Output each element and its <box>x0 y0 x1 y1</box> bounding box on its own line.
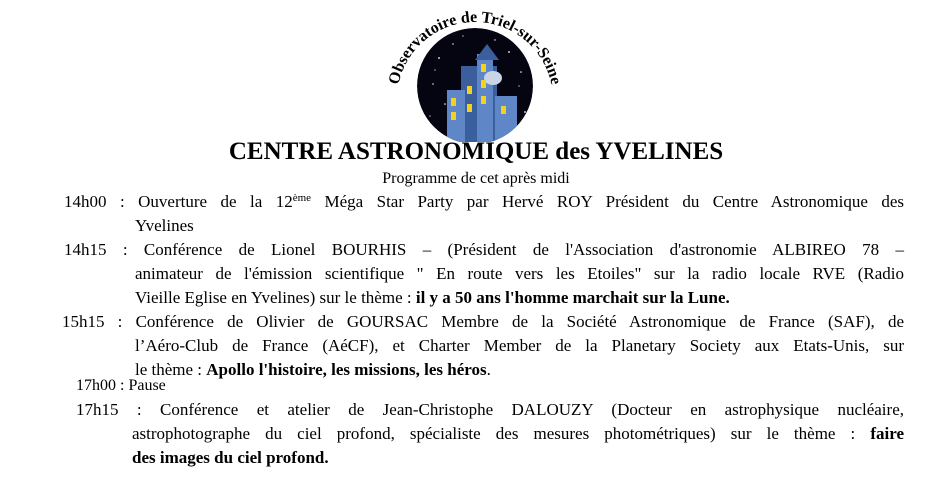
item-text-line1: Conférence et atelier de Jean-Christophe DALOUZY (Docteur en astrophysique nucléaire, <box>160 400 904 419</box>
item-theme-start: faire <box>870 424 904 443</box>
time-label: 17h00 <box>76 377 116 394</box>
program-item-1700 <box>76 375 904 397</box>
page-title: CENTRE ASTRONOMIQUE des YVELINES <box>228 138 724 165</box>
page-subtitle: Programme de cet après midi <box>382 170 570 187</box>
program-item-1400 <box>64 190 904 238</box>
program-item-1715 <box>76 398 904 470</box>
logo-arc-text: Observatoire de Triel-sur-Seine <box>385 8 565 87</box>
item-text-line2: l’Aéro-Club de France (AéCF), et Charter Member de la Planetary Society aux Etats-Unis, sur <box>135 336 904 355</box>
item-text-line1: Conférence de Lionel BOURHIS – (Président de l'Association d'astronomie ALBIREO 78 – <box>143 240 904 259</box>
item-text-cont: Méga Star Party par Hervé ROY Président du Centre Astronomique des <box>311 192 904 211</box>
item-text-end: . <box>486 360 491 379</box>
item-theme-end: des images du ciel profond. <box>132 448 329 467</box>
ordinal-suffix: ème <box>292 192 312 204</box>
program-item-1515 <box>62 310 904 382</box>
item-text-line2: astrophotographe du ciel profond, spécialiste des mesures photométriques) sur le thème : <box>132 424 871 443</box>
time-separator: : <box>118 400 160 419</box>
item-text: Pause <box>128 377 166 394</box>
time-separator: : <box>116 377 129 394</box>
time-separator: : <box>104 312 136 331</box>
time-label: 15h15 <box>62 312 105 331</box>
observatory-dome <box>484 71 502 85</box>
time-separator: : <box>106 240 144 259</box>
time-separator: : <box>106 192 139 211</box>
time-label: 14h00 <box>64 192 107 211</box>
program-item-1415 <box>64 238 904 310</box>
item-text-wrap: Yvelines <box>135 216 194 235</box>
item-theme: il y a 50 ans l'homme marchait sur la Lune. <box>415 288 730 307</box>
item-text-line1: Conférence de Olivier de GOURSAC Membre de la Société Astronomique de France (SAF), de <box>135 312 904 331</box>
time-label: 17h15 <box>76 400 119 419</box>
item-text-line3: le thème : <box>135 360 207 379</box>
item-text-line2: animateur de l'émission scientifique " En route vers les Etoiles" sur la radio locale RVE (Radio <box>135 264 904 283</box>
item-text: Ouverture de la 12 <box>138 192 293 211</box>
time-label: 14h15 <box>64 240 107 259</box>
item-text-line3: Vieille Eglise en Yvelines) sur le thème : <box>135 288 416 307</box>
observatoire-logo <box>375 0 575 142</box>
item-theme: Apollo l'histoire, les missions, les héros <box>206 360 487 379</box>
